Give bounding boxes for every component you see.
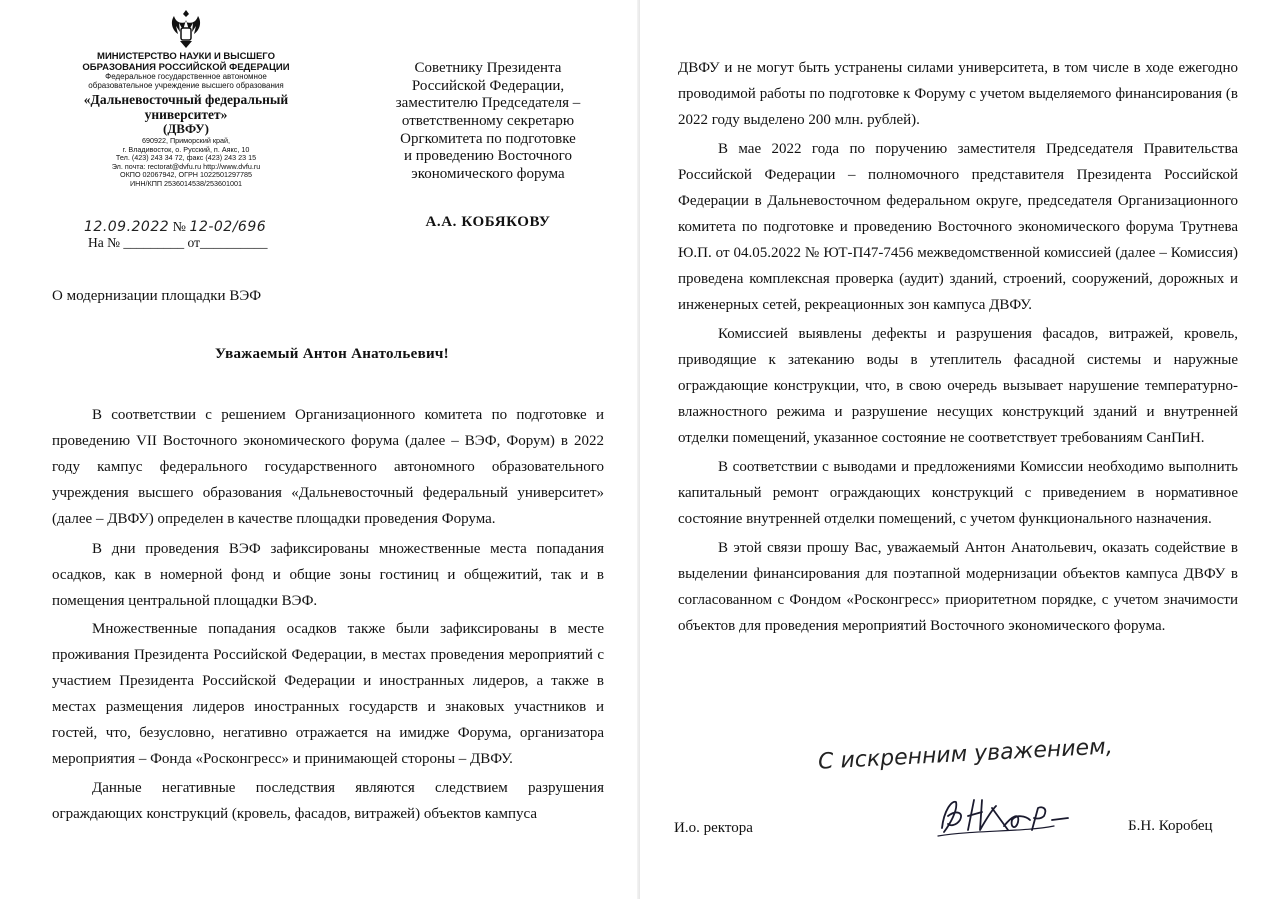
letterhead xyxy=(74,8,298,189)
registration-date: 12.09.2022 xyxy=(84,219,170,235)
salutation: Уважаемый Антон Анатольевич! xyxy=(215,346,449,362)
addressee-line: Советнику Президента xyxy=(414,60,562,76)
inn-line: ИНН/КПП 2536014538/253601001 xyxy=(129,179,242,189)
eagle-emblem-icon xyxy=(166,8,206,50)
reply-reference-line: На № _________ от__________ xyxy=(88,235,268,250)
addressee-line: заместителю Председателя – xyxy=(395,95,581,112)
registration-number: 12-02/696 xyxy=(189,219,267,235)
body-paragraph: В дни проведения ВЭФ зафиксированы множественные места попадания осадков, как в номерной фонд и общие зоны гостиниц и общежитий, так и в помещения центральной площадки ВЭФ. xyxy=(52,541,604,609)
email-line: Эл. почта: rectorat@dvfu.ru http://www.dvfu.ru xyxy=(111,161,261,171)
body-paragraph: ДВФУ и не могут быть устранены силами университета, в том числе в ходе ежегодно проводимой работы по подготовке к Форуму с учетом выделяемого финансирования (в 2022 году выделено 200 млн. рублей). xyxy=(678,60,1238,128)
addressee-line: Оргкомитета по подготовке xyxy=(400,130,576,147)
body-paragraph: В соответствии с выводами и предложениями Комиссии необходимо выполнить капитальный ремонт ограждающих конструкций с приведением в нормативное состояние внутренней отделки помещений, с учетом функционального назначения. xyxy=(678,459,1238,527)
addressee-block xyxy=(368,60,608,184)
registration-no-label: № xyxy=(172,220,187,235)
body-paragraph: Комиссией выявлены дефекты и разрушения фасадов, витражей, кровель, приводящие к затеканию воды в утеплитель фасадной системы и наружные ограждающие конструкции, что, в свою очередь вызывает нарушение температурно-влажностного режима и разрушение несущих конструкций зданий и внутренней отделки помещений, указанное состояние не соответствует требованиям СанПиН. xyxy=(678,326,1238,446)
body-paragraph: Данные негативные последствия являются следствием разрушения ограждающих конструкций (кровель, фасадов, витражей) объектов кампуса xyxy=(52,780,604,822)
letter-body-page-1 xyxy=(52,402,604,830)
signatory-title: И.о. ректора xyxy=(674,820,753,836)
body-paragraph: Множественные попадания осадков также были зафиксированы в месте проживания Президента Российской Федерации, в местах проведения мероприятий с участием Президента Российской Федерации и иностранных лидеров, а также в местах размещения лидеров иностранных государств и знаковых участников и гостей, что, безусловно, негативно отражается на имидже Форума, организатора мероприятия – Фонда «Росконгресс» и принимающей стороны – ДВФУ. xyxy=(52,621,604,767)
addressee-line: экономического форума xyxy=(411,166,565,183)
address-line-1: 690922, Приморский край, xyxy=(141,135,230,145)
ministry-name: МИНИСТЕРСТВО НАУКИ И ВЫСШЕГО ОБРАЗОВАНИЯ РОССИЙСКОЙ ФЕДЕРАЦИИ xyxy=(82,51,290,73)
handwritten-closing: С искренним уважением, xyxy=(817,734,1114,775)
addressee-line: Российской Федерации, xyxy=(411,77,565,94)
signature-icon xyxy=(934,786,1084,846)
codes-line: ОКПО 02067942, ОГРН 1022501297785 xyxy=(120,170,252,180)
addressee-line: ответственному секретарю xyxy=(401,113,575,130)
institution-type: Федеральное государственное автономное образовательное учреждение высшего образования xyxy=(88,72,284,91)
university-name: «Дальневосточный федеральный университет» xyxy=(83,92,289,123)
body-paragraph: В соответствии с решением Организационного комитета по подготовке и проведению VII Восточного экономического форума (далее – ВЭФ, Форум) в 2022 году кампус федерального государственного автономного образовательного учреждения высшего образования «Дальневосточный федеральный университет» (далее – ДВФУ) определен в качестве площадки проведения Форума. xyxy=(52,407,604,527)
university-abbr: (ДВФУ) xyxy=(163,121,209,137)
phone-line: Тел. (423) 243 34 72, факс (423) 243 23 15 xyxy=(115,153,257,163)
addressee-name: А.А. КОБЯКОВУ xyxy=(425,214,551,230)
addressee-line: и проведению Восточного xyxy=(404,148,572,165)
address-line-2: г. Владивосток, о. Русский, п. Аякс, 10 xyxy=(122,144,250,154)
body-paragraph: В мае 2022 года по поручению заместителя Председателя Правительства Российской Федерации – полномочного представителя Президента Российской Федерации в Дальневосточном федеральном округе, председателя Организационного комитета по подготовке и проведению Восточного экономического форума Трутнева Ю.П. от 04.05.2022 № ЮТ-П47-7456 межведомственной комиссией (далее – Комиссия) проведена комплексная проверка (аудит) зданий, строений, сооружений, дорожных и инженерных сетей, рекреационных зон кампуса ДВФУ. xyxy=(678,141,1238,313)
signatory-name: Б.Н. Коробец xyxy=(1128,818,1213,834)
letter-body-page-2 xyxy=(678,55,1238,642)
letter-subject: О модернизации площадки ВЭФ xyxy=(52,288,262,304)
registration-line xyxy=(84,219,266,236)
body-paragraph: В этой связи прошу Вас, уважаемый Антон Анатольевич, оказать содействие в выделении финансирования для поэтапной модернизации объектов кампуса ДВФУ в согласованном с Фондом «Росконгресс» приоритетном порядке, с учетом значимости объектов для проведения мероприятий Восточного экономического форума. xyxy=(678,540,1238,634)
